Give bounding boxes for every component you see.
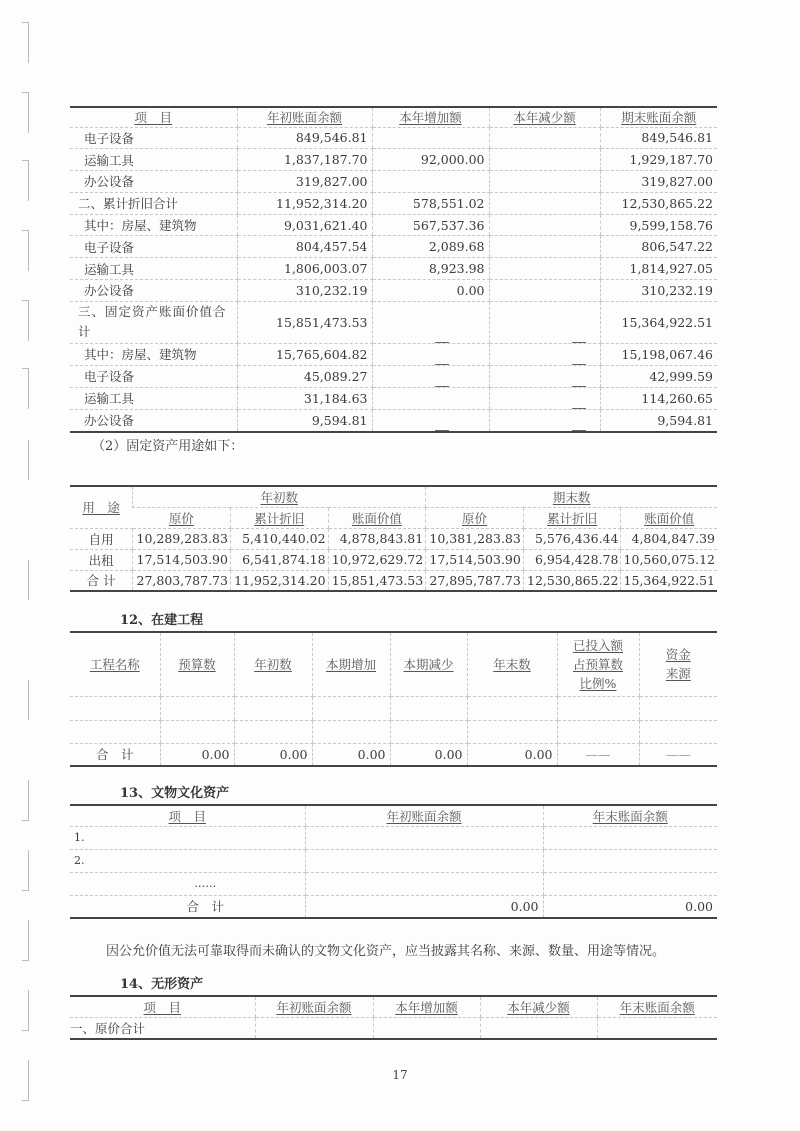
- col-header: 期末账面余额: [600, 107, 717, 127]
- cell-value: 27,803,787.73: [133, 570, 231, 591]
- cell-value: 10,289,283.83: [133, 528, 231, 549]
- row-label: 一、原价合计: [70, 1020, 146, 1036]
- cell-value: 0.00: [390, 743, 467, 766]
- col-header: 本年增加额: [373, 996, 480, 1017]
- cell-value: 0.00: [305, 895, 543, 918]
- cell-value: [489, 258, 600, 280]
- dash-mark: [572, 334, 586, 343]
- row-label: ……: [70, 872, 305, 895]
- table-row: [70, 149, 717, 171]
- row-label: 运输工具: [70, 149, 237, 171]
- cell-value: 17,514,503.90: [426, 549, 524, 570]
- cell-value: [372, 127, 489, 149]
- cell-value: 12,530,865.22: [600, 192, 717, 214]
- table-header-row: [70, 632, 717, 696]
- cell-value: [489, 214, 600, 236]
- cell-value: 9,599,158.76: [600, 214, 717, 236]
- cell-value: 4,804,847.39: [621, 528, 717, 549]
- col-header: 累计折旧: [230, 507, 328, 528]
- table-row: [70, 409, 717, 432]
- dash-mark: [435, 334, 449, 343]
- fixed-assets-table: [70, 106, 717, 433]
- col-header: 项 目: [70, 107, 237, 127]
- section-14-title: 14、无形资产: [120, 977, 204, 992]
- col-header: 年初账面余额: [237, 107, 372, 127]
- row-label: 办公设备: [84, 413, 135, 429]
- row-label: 电子设备: [70, 127, 237, 149]
- cell-value: 1,814,927.05: [600, 258, 717, 280]
- table-header-row: [70, 107, 717, 127]
- cell-value: 310,232.19: [600, 280, 717, 302]
- cultural-assets-table: [70, 804, 717, 919]
- cell-dash: ——: [639, 743, 717, 766]
- dash-mark: [572, 356, 586, 365]
- cell-value: 12,530,865.22: [523, 570, 621, 591]
- table-row: [70, 849, 717, 872]
- table-row: [70, 720, 717, 743]
- cell-value: 17,514,503.90: [133, 549, 231, 570]
- table-header-row: [70, 805, 717, 826]
- cell-value: 5,576,436.44: [523, 528, 621, 549]
- binder-mark: [22, 368, 29, 409]
- cell-value: 27,895,787.73: [426, 570, 524, 591]
- cell-value: 806,547.22: [600, 236, 717, 258]
- page-number: 17: [392, 1068, 408, 1082]
- table-row: [70, 258, 717, 280]
- cell-value: 804,457.54: [237, 236, 372, 258]
- table-row: [70, 280, 717, 302]
- table-row: [70, 528, 717, 549]
- dash-mark: [435, 356, 449, 365]
- cell-value: 9,031,621.40: [237, 214, 372, 236]
- binder-mark: [22, 92, 29, 133]
- cell-value: 319,827.00: [600, 171, 717, 193]
- intangible-assets-table: [70, 995, 717, 1040]
- usage-table: [70, 485, 717, 592]
- row-label: 办公设备: [70, 171, 237, 193]
- table-row: [70, 214, 717, 236]
- cell-value: 578,551.02: [372, 192, 489, 214]
- table-row: [70, 826, 717, 849]
- col-header: 本年减少额: [480, 996, 597, 1017]
- cell-value: 1,929,187.70: [600, 149, 717, 171]
- binder-mark: [22, 990, 29, 1031]
- cell-value: [372, 387, 489, 409]
- col-header: 已投入额 占预算数 比例%: [557, 632, 639, 696]
- col-header: 原价: [133, 507, 231, 528]
- cell-dash: [372, 301, 489, 343]
- row-label: 三、固定资产账面价值合计: [70, 301, 237, 343]
- binder-mark: [22, 440, 29, 480]
- dash-mark: [435, 422, 449, 431]
- col-header: 年末账面余额: [543, 805, 717, 826]
- binder-mark: [22, 22, 29, 63]
- cell-value: 10,381,283.83: [426, 528, 524, 549]
- cell-value: 15,765,604.82: [237, 343, 372, 365]
- row-label: 自用: [70, 528, 133, 549]
- cell-value: 2,089.68: [372, 236, 489, 258]
- cell-value: 42,999.59: [600, 365, 717, 387]
- col-header: 账面价值: [328, 507, 426, 528]
- cell-value: [489, 192, 600, 214]
- col-header: 本期增加: [312, 632, 390, 696]
- dash-mark: [572, 422, 586, 431]
- row-label: 1.: [70, 826, 305, 849]
- table-row: [70, 1017, 717, 1039]
- cell-value: [489, 280, 600, 302]
- table-row: [70, 236, 717, 258]
- total-label: 合 计: [95, 747, 134, 763]
- col-header: 本年减少额: [489, 107, 600, 127]
- cell-value: 310,232.19: [237, 280, 372, 302]
- col-header: 年末数: [467, 632, 557, 696]
- col-header: 年初账面余额: [305, 805, 543, 826]
- cell-value: 10,972,629.72: [328, 549, 426, 570]
- col-header: 工程名称: [70, 632, 160, 696]
- col-header: 用 途: [70, 486, 133, 528]
- col-header: 原价: [426, 507, 524, 528]
- binder-mark: [22, 920, 29, 961]
- col-header: 累计折旧: [523, 507, 621, 528]
- cell-value: 5,410,440.02: [230, 528, 328, 549]
- col-header: 本年增加额: [372, 107, 489, 127]
- cell-value: 11,952,314.20: [230, 570, 328, 591]
- col-header: 本期减少: [390, 632, 467, 696]
- cell-value: [489, 149, 600, 171]
- col-header: 项 目: [70, 996, 255, 1017]
- col-header: 年初账面余额: [255, 996, 373, 1017]
- usage-intro: （2）固定资产用途如下：: [92, 439, 244, 454]
- table-header-row: [70, 486, 717, 507]
- dash-mark: [572, 378, 586, 387]
- cell-value: 849,546.81: [600, 127, 717, 149]
- total-row: [70, 895, 717, 918]
- table-row: [70, 387, 717, 409]
- table-row: [70, 127, 717, 149]
- cell-dash: ——: [557, 743, 639, 766]
- col-header: 年末账面余额: [597, 996, 717, 1017]
- cell-value: 0.00: [372, 280, 489, 302]
- table-header-row: [70, 996, 717, 1017]
- cell-value: 567,537.36: [372, 214, 489, 236]
- cell-value: 114,260.65: [600, 387, 717, 409]
- cell-value: 319,827.00: [237, 171, 372, 193]
- row-label: 二、累计折旧合计: [70, 192, 237, 214]
- cell-value: 15,364,922.51: [621, 570, 717, 591]
- cell-value: 11,952,314.20: [237, 192, 372, 214]
- cell-value: 15,198,067.46: [600, 343, 717, 365]
- total-label: 合 计: [186, 899, 224, 915]
- binder-mark: [22, 780, 29, 821]
- table-header-row: [70, 507, 717, 528]
- cell-value: 45,089.27: [237, 365, 372, 387]
- table-row: [70, 696, 717, 720]
- binder-mark: [22, 680, 29, 720]
- cell-dash: [372, 343, 489, 365]
- cell-value: 6,954,428.78: [523, 549, 621, 570]
- cell-dash: [489, 301, 600, 343]
- cell-value: 0.00: [160, 743, 234, 766]
- cell-dash: [489, 409, 600, 432]
- section-13-title: 13、文物文化资产: [120, 786, 230, 801]
- table-row: [70, 365, 717, 387]
- cell-dash: [489, 365, 600, 387]
- table-row: [70, 570, 717, 591]
- construction-table: [70, 631, 717, 767]
- cell-value: [489, 236, 600, 258]
- table-row: [70, 301, 717, 343]
- binder-mark: [22, 560, 29, 600]
- cell-value: 0.00: [543, 895, 717, 918]
- col-header: 预算数: [160, 632, 234, 696]
- table-row: [70, 549, 717, 570]
- row-label: 其中：房屋、建筑物: [70, 214, 237, 236]
- cell-dash: [372, 365, 489, 387]
- cell-value: 15,851,473.53: [328, 570, 426, 591]
- col-header: 账面价值: [621, 507, 717, 528]
- cell-value: 10,560,075.12: [621, 549, 717, 570]
- cell-value: 9,594.81: [237, 409, 372, 432]
- cell-value: 92,000.00: [372, 149, 489, 171]
- row-label: 运输工具: [70, 258, 237, 280]
- cell-value: 1,806,003.07: [237, 258, 372, 280]
- cell-value: [489, 127, 600, 149]
- cell-value: 0.00: [234, 743, 312, 766]
- cell-dash: [489, 343, 600, 365]
- binder-mark: [22, 160, 29, 201]
- row-label: 电子设备: [70, 365, 237, 387]
- table-row: [70, 171, 717, 193]
- cultural-assets-note: 因公允价值无法可靠取得而未确认的文物文化资产，应当披露其名称、来源、数量、用途等情况。: [106, 944, 666, 959]
- table-row: [70, 192, 717, 214]
- col-header: 资金 来源: [639, 632, 717, 696]
- row-label: 其中：房屋、建筑物: [70, 343, 237, 365]
- section-12-title: 12、在建工程: [120, 613, 204, 628]
- row-label: 运输工具: [70, 387, 237, 409]
- cell-dash: [489, 387, 600, 409]
- cell-value: 15,364,922.51: [600, 301, 717, 343]
- row-label: 2.: [70, 849, 305, 872]
- cell-value: [489, 171, 600, 193]
- row-label: 出租: [70, 549, 133, 570]
- binder-mark: [22, 230, 29, 271]
- cell-value: 9,594.81: [600, 409, 717, 432]
- col-header: 年初数: [234, 632, 312, 696]
- cell-value: 1,837,187.70: [237, 149, 372, 171]
- binder-mark: [22, 300, 29, 341]
- dash-mark: [572, 400, 586, 409]
- dash-mark: [435, 378, 449, 387]
- row-label: 电子设备: [70, 236, 237, 258]
- cell-value: 849,546.81: [237, 127, 372, 149]
- group-header: 年初数: [133, 486, 426, 507]
- table-row: [70, 872, 717, 895]
- cell-value: 15,851,473.53: [237, 301, 372, 343]
- cell-dash: [372, 409, 489, 432]
- cell-value: 0.00: [312, 743, 390, 766]
- cell-value: [372, 171, 489, 193]
- cell-value: 8,923.98: [372, 258, 489, 280]
- row-label: 办公设备: [70, 280, 237, 302]
- cell-value: 6,541,874.18: [230, 549, 328, 570]
- total-row: [70, 743, 717, 766]
- binder-mark: [22, 850, 29, 891]
- row-label: 合 计: [86, 573, 116, 589]
- cell-value: 31,184.63: [237, 387, 372, 409]
- group-header: 期末数: [426, 486, 717, 507]
- col-header: 项 目: [70, 805, 305, 826]
- cell-value: 0.00: [467, 743, 557, 766]
- table-row: [70, 343, 717, 365]
- cell-value: 4,878,843.81: [328, 528, 426, 549]
